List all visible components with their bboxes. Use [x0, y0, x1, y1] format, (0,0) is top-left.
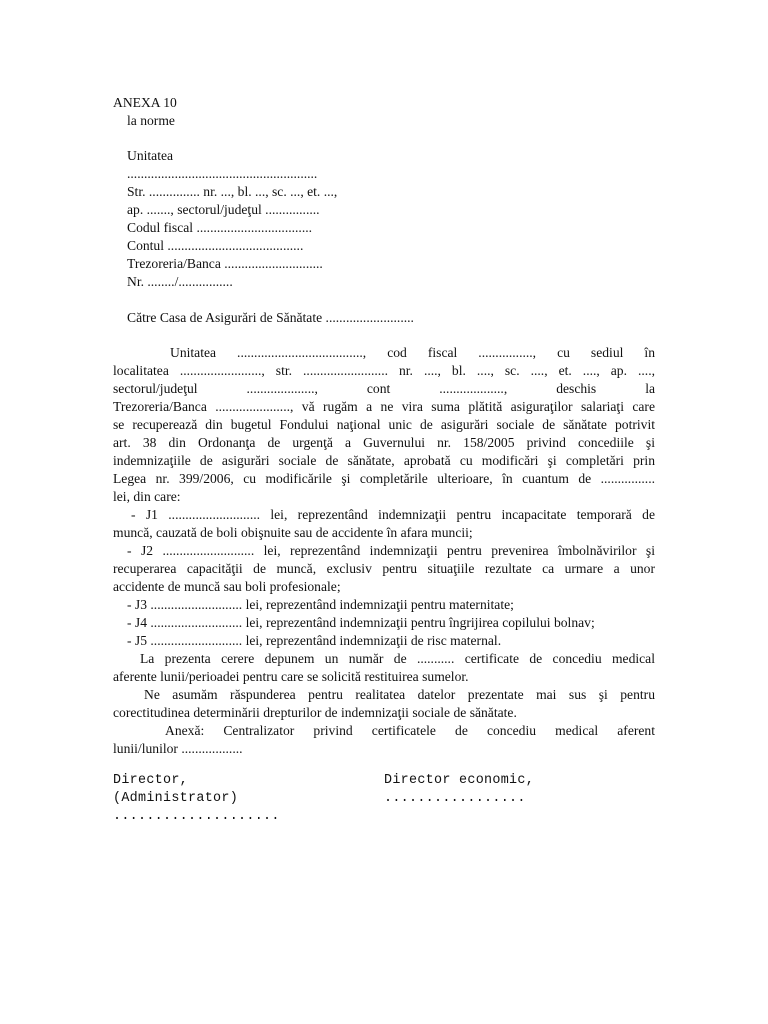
- unit-fiscal-code: Codul fiscal ..................................: [127, 220, 313, 235]
- unit-account: Contul ........................................: [127, 238, 304, 253]
- item-j2: [113, 542, 655, 596]
- annex-number: ANEXA 10: [113, 95, 177, 110]
- paragraph-line: se recuperează din bugetul Fondului naţional unic de asigurări sociale de sănătate potrivit: [113, 417, 655, 432]
- paragraph-line: Ne asumăm răspunderea pentru realitatea datelor prezentate mai sus şi pentru: [144, 687, 655, 702]
- director-economic-title: Director economic,: [384, 773, 535, 788]
- paragraph-line: sectorul/judeţul ...................., cont ..................., deschis la: [113, 381, 655, 396]
- addressee: Către Casa de Asigurări de Sănătate ..........................: [127, 310, 414, 325]
- paragraph-line: lei, din care:: [113, 489, 181, 504]
- unit-label: Unitatea: [127, 148, 174, 163]
- request-paragraph: [113, 344, 655, 506]
- director-economic-signature-dots: .................: [384, 791, 526, 806]
- administrator-label: (Administrator): [113, 791, 239, 806]
- unit-name-dots: ........................................................: [127, 166, 318, 181]
- item-j3: - J3 ........................... lei, reprezentând indemnizaţii pentru maternitate;: [127, 597, 514, 612]
- paragraph-line: aferente lunii/perioadei pentru care se solicită restituirea sumelor.: [113, 669, 469, 684]
- item-j5: - J5 ........................... lei, reprezentând indemnizaţii de risc maternal.: [127, 633, 502, 648]
- director-signature-dots: ....................: [113, 809, 280, 824]
- paragraph-line: lunii/lunilor ..................: [113, 741, 243, 756]
- paragraph-line: Legea nr. 399/2006, cu modificările şi completările ulterioare, în cuantum de ................: [113, 471, 655, 486]
- item-j4: - J4 ........................... lei, reprezentând indemnizaţii pentru îngrijirea copilului bolnav;: [127, 615, 595, 630]
- item-line: accidente de muncă sau boli profesionale;: [113, 579, 341, 594]
- paragraph-line: localitatea ........................, str. ......................... nr. ...., bl. ...., sc. ...., et. ...., ap. ....,: [113, 363, 655, 378]
- director-title: Director,: [113, 773, 189, 788]
- paragraph-line: La prezenta cerere depunem un număr de ........... certificate de concediu medical: [140, 651, 655, 666]
- item-line: - J2 ........................... lei, reprezentând indemnizaţii pentru prevenirea îmbolnăvirilor şi: [127, 543, 655, 558]
- unit-treasury: Trezoreria/Banca .............................: [127, 256, 323, 271]
- unit-number: Nr. ......../................: [127, 274, 233, 289]
- paragraph-line: art. 38 din Ordonanţa de urgenţă a Guvernului nr. 158/2005 privind concediile şi: [113, 435, 655, 450]
- paragraph-line: indemnizaţiile de asigurări sociale de sănătate, aprobată cu modificări şi completări prin: [113, 453, 655, 468]
- item-j1: [113, 506, 655, 542]
- item-line: muncă, cauzată de boli obişnuite sau de accidente în afara muncii;: [113, 525, 473, 540]
- annex-paragraph: [113, 722, 655, 758]
- unit-apartment: ap. ......., sectorul/judeţul ................: [127, 202, 320, 217]
- paragraph-line: Trezoreria/Banca ......................, vă rugăm a ne vira suma plătită asiguraţilor salariaţi care: [113, 399, 655, 414]
- paragraph-line: Unitatea ....................................., cod fiscal ................, cu sediul în: [170, 345, 655, 360]
- annex-subtitle: la norme: [127, 113, 175, 128]
- item-line: recuperarea capacităţii de muncă, exclusiv pentru situaţiile rezultate ca urmare a unor: [113, 561, 655, 576]
- item-line: - J1 ........................... lei, reprezentând indemnizaţii pentru incapacitate temporară de: [131, 507, 655, 522]
- certificates-paragraph: [113, 650, 655, 686]
- paragraph-line: Anexă: Centralizator privind certificatele de concediu medical aferent: [165, 723, 655, 738]
- unit-street: Str. ............... nr. ..., bl. ..., sc. ..., et. ...,: [127, 184, 338, 199]
- paragraph-line: corectitudinea determinării drepturilor de indemnizaţii sociale de sănătate.: [113, 705, 517, 720]
- responsibility-paragraph: [113, 686, 655, 722]
